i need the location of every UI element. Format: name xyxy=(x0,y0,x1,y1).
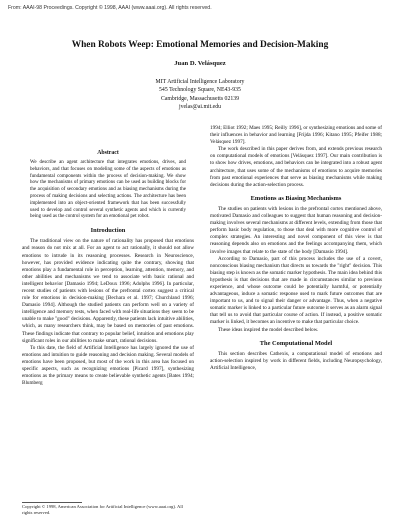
computational-model-heading: The Computational Model xyxy=(259,339,333,347)
abstract-heading: Abstract xyxy=(97,150,119,156)
introduction-paragraph-1: The traditional view on the nature of rationality has proposed that emotions and reason do not mix at all. For an agent to act rationally, it should not allow emotions to intrude in its reasoning processes. Research in Neuroscience, however, has provided evidence indicating quite the contrary, showing that emotions play a fundamental role in perception, learning, attention, memory, and other abilities and mechanisms we tend to associate with basic rational and intelligent behavior [Damasio 1994; LeDoux 1996; Adolphs 1996]. In particular, recent studies of patients with lesions of the prefrontal cortex suggest a critical role for emotions in decision-making [Bechara et al. 1997; Churchland 1996; Damasio 1994]. Although the studied patients can perform well on a variety of intelligence and memory tests, when faced with real-life situations they seem to be unable to make "good" decisions. Apparently, these patients lack intuitive abilities, which, as many researchers think, may be based on memories of past emotions. These findings indicate that contrary to popular belief, intuition and emotions play significant roles in our abilities to make smart, rational decisions. xyxy=(22,238,194,344)
footnote-copyright: Copyright © 1998, American Association for Artificial Intelligence (www.aaai.org). All rights reserved. xyxy=(22,504,183,515)
affiliation-email: jvelas@ai.mit.edu xyxy=(178,104,222,111)
affiliation-block xyxy=(0,78,400,112)
right-column-continuation xyxy=(210,125,382,189)
paper-title: When Robots Weep: Emotional Memories and Decision-Making xyxy=(71,40,329,50)
introduction-paragraph-2: To this date, the field of Artificial Intelligence has largely ignored the use of emotions and intuition to guide reasoning and decision making. Several models of emotions have been proposed, but most of the work in this area has focused on specific aspects, such as recognizing emotions [Picard 1997], synthesizing emotions as the primary means to create believable synthetic agents [Bates 1994; Blumberg xyxy=(22,344,194,387)
left-column xyxy=(22,150,194,387)
affiliation-street: 545 Technology Square, NE43-935 xyxy=(159,87,241,94)
abstract-body xyxy=(22,160,194,221)
copyright-header: From: AAAI-98 Proceedings. Copyright © 1998, AAAI (www.aaai.org). All rights reserved. xyxy=(8,5,212,11)
biasing-paragraph-3: These ideas inspired the model described below. xyxy=(218,326,319,333)
abstract-text: We describe an agent architecture that integrates emotions, drives, and behaviors, and that focuses on modeling some of the aspects of emotions as fundamental components within the process of decision-making. We show how the mechanisms of primary emotions can be used as building blocks for the acquisition of secondary emotions and as biasing mechanisms during the process of making decisions and selecting actions. The architecture has been implemented into an object-oriented framework that has been successfully used to develop and control several synthetic agents and which is currently being used as the control system for an emotional pet robot. xyxy=(30,160,186,220)
body-paragraph-work: The work described in this paper derives from, and extends previous research on computational models of emotions [Velásquez 1997]. Our main contribution is to show how drives, emotions, and behaviors can be integrated into a robust agent architecture, that uses some of the mechanisms of emotions to acquire memories from past emotional experiences that serve as biasing mechanisms while making decisions during the action-selection process. xyxy=(210,146,382,188)
biasing-paragraph-2: According to Damasio, part of this process includes the use of a covert, nonconscious biasing mechanism that directs us towards the "right" decision. This biasing step is known as the somatic marker hypothesis. The main idea behind this hypothesis is that decisions that are made in circumstances similar to previous experience, and whose outcome could be potentially harmful, or potentially advantageous, induce a somatic response used to mark future outcomes that are important to us, and to signal their danger or advantage. Thus, when a negative somatic marker is linked to a particular future outcome it serves as an alarm signal that tell us to avoid that particular course of action. If instead, a positive somatic marker is linked, it becomes an incentive to make that particular choice. xyxy=(210,255,382,326)
affiliation-lab: MIT Artificial Intelligence Laboratory xyxy=(155,79,245,85)
biasing-paragraph-1: The studies on patients with lesions in the prefrontal cortex mentioned above, motivated Damasio and colleagues to suggest that human reasoning and decision-making involves several mechanisms at different levels, extending from those that perform basic body regulation, to those that deal with more cognitive control of complex strategies. An interesting and novel component of this view is that reasoning depends also on emotions and the feelings accompanying them, which involve images that relate to the state of the body [Damasio 1994]. xyxy=(210,205,382,255)
right-column xyxy=(210,125,382,372)
affiliation-city: Cambridge, Massachusetts 02139 xyxy=(160,95,240,102)
emotions-biasing-heading: Emotions as Biasing Mechanisms xyxy=(250,194,342,202)
footnote-divider xyxy=(22,502,82,503)
continued-text: 1994; Elliot 1992; Maes 1995; Reilly 1996], or synthesizing emotions and some of their influences in behavior and learning [Frijda 1996; Kitano 1995; Pfeifer 1988; Velásquez 1997]. xyxy=(210,125,382,146)
author-name: Juan D. Velásquez xyxy=(174,60,226,67)
introduction-heading: Introduction xyxy=(90,227,126,235)
model-paragraph-1: This section describes Cathexis, a computational model of emotions and action-selection inspired by work in different fields, including Neuropsychology, Artificial Intelligence, xyxy=(210,350,382,371)
